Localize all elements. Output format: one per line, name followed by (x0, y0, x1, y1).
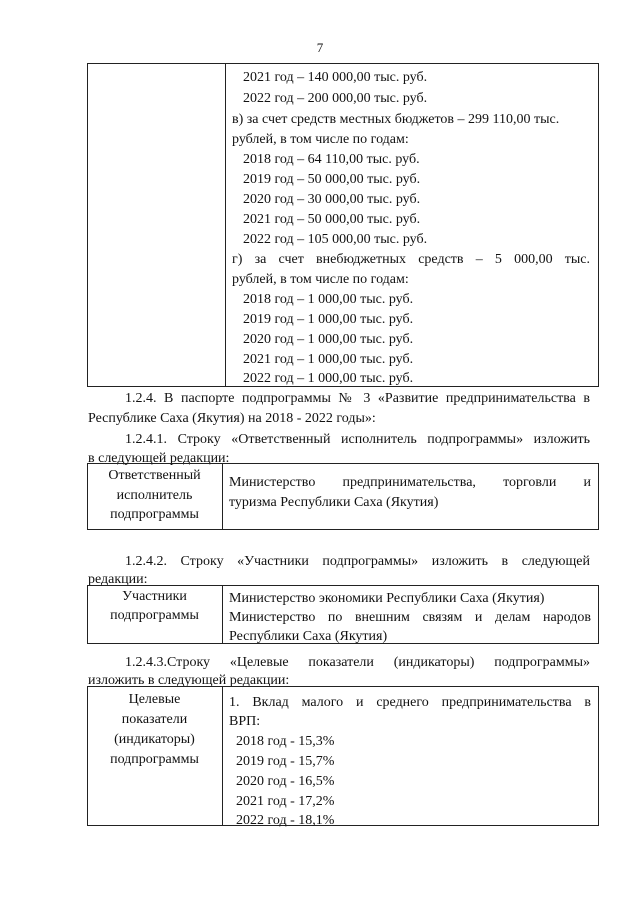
column-divider (222, 464, 223, 529)
funding-line: 2020 год – 30 000,00 тыс. руб. (243, 192, 421, 207)
page-number: 7 (316, 40, 324, 55)
funding-line: рублей, в том числе по годам: (232, 272, 409, 287)
indicator-year: 2021 год - 17,2% (236, 794, 335, 809)
paragraph-1-2-4-line2: Республике Саха (Якутия) на 2018 - 2022 годы»: (88, 411, 376, 426)
paragraph-1-2-4-2-line2: редакции: (88, 572, 148, 587)
funding-line: 2019 год – 1 000,00 тыс. руб. (243, 312, 414, 327)
paragraph-1-2-4-1-line1: 1.2.4.1. Строку «Ответственный исполнитель подпрограммы» изложить (125, 432, 590, 447)
column-divider (222, 586, 223, 643)
indicators-label: подпрограммы (110, 752, 199, 767)
funding-line: 2021 год – 50 000,00 тыс. руб. (243, 212, 421, 227)
indicators-label: показатели (121, 712, 188, 727)
funding-line: в) за счет средств местных бюджетов – 299 110,00 тыс. (232, 112, 560, 127)
indicators-value: ВРП: (229, 714, 261, 729)
paragraph-1-2-4-line1: 1.2.4. В паспорте подпрограммы № 3 «Развитие предпринимательства в (125, 391, 590, 406)
indicators-value: 1. Вклад малого и среднего предпринимательства в (229, 695, 591, 710)
indicator-year: 2022 год - 18,1% (236, 813, 335, 828)
indicator-year: 2019 год - 15,7% (236, 754, 335, 769)
funding-line: 2022 год – 1 000,00 тыс. руб. (243, 371, 414, 386)
responsible-label: Ответственный (108, 468, 201, 483)
funding-line: 2018 год – 1 000,00 тыс. руб. (243, 292, 414, 307)
funding-line: г) за счет внебюджетных средств – 5 000,00 тыс. (232, 252, 590, 267)
column-divider (225, 64, 226, 386)
paragraph-1-2-4-1-line2: в следующей редакции: (88, 451, 230, 466)
responsible-value: туризма Республики Саха (Якутия) (229, 495, 439, 510)
responsible-label: исполнитель (116, 488, 193, 503)
indicators-label: (индикаторы) (114, 732, 195, 747)
responsible-value: Министерство предпринимательства, торговли и (229, 475, 591, 490)
paragraph-1-2-4-2-line1: 1.2.4.2. Строку «Участники подпрограммы» изложить в следующей (125, 554, 590, 569)
funding-line: 2022 год – 200 000,00 тыс. руб. (243, 91, 428, 106)
column-divider (222, 687, 223, 825)
funding-line: 2022 год – 105 000,00 тыс. руб. (243, 232, 428, 247)
responsible-label: подпрограммы (110, 507, 199, 522)
paragraph-1-2-4-3-line1: 1.2.4.3.Строку «Целевые показатели (индикаторы) подпрограммы» (125, 655, 590, 670)
participants-value: Республики Саха (Якутия) (229, 629, 388, 644)
indicator-year: 2020 год - 16,5% (236, 774, 335, 789)
funding-line: 2021 год – 1 000,00 тыс. руб. (243, 352, 414, 367)
funding-line: рублей, в том числе по годам: (232, 132, 409, 147)
funding-line: 2019 год – 50 000,00 тыс. руб. (243, 172, 421, 187)
paragraph-1-2-4-3-line2: изложить в следующей редакции: (88, 673, 290, 688)
participants-label: подпрограммы (110, 608, 199, 623)
participants-value: Министерство экономики Республики Саха (Якутия) (229, 591, 545, 606)
participants-value: Министерство по внешним связям и делам народов (229, 610, 591, 625)
indicator-year: 2018 год - 15,3% (236, 734, 335, 749)
funding-line: 2018 год – 64 110,00 тыс. руб. (243, 152, 420, 167)
funding-line: 2020 год – 1 000,00 тыс. руб. (243, 332, 414, 347)
indicators-label: Целевые (128, 692, 181, 707)
participants-label: Участники (122, 589, 187, 604)
funding-line: 2021 год – 140 000,00 тыс. руб. (243, 70, 428, 85)
